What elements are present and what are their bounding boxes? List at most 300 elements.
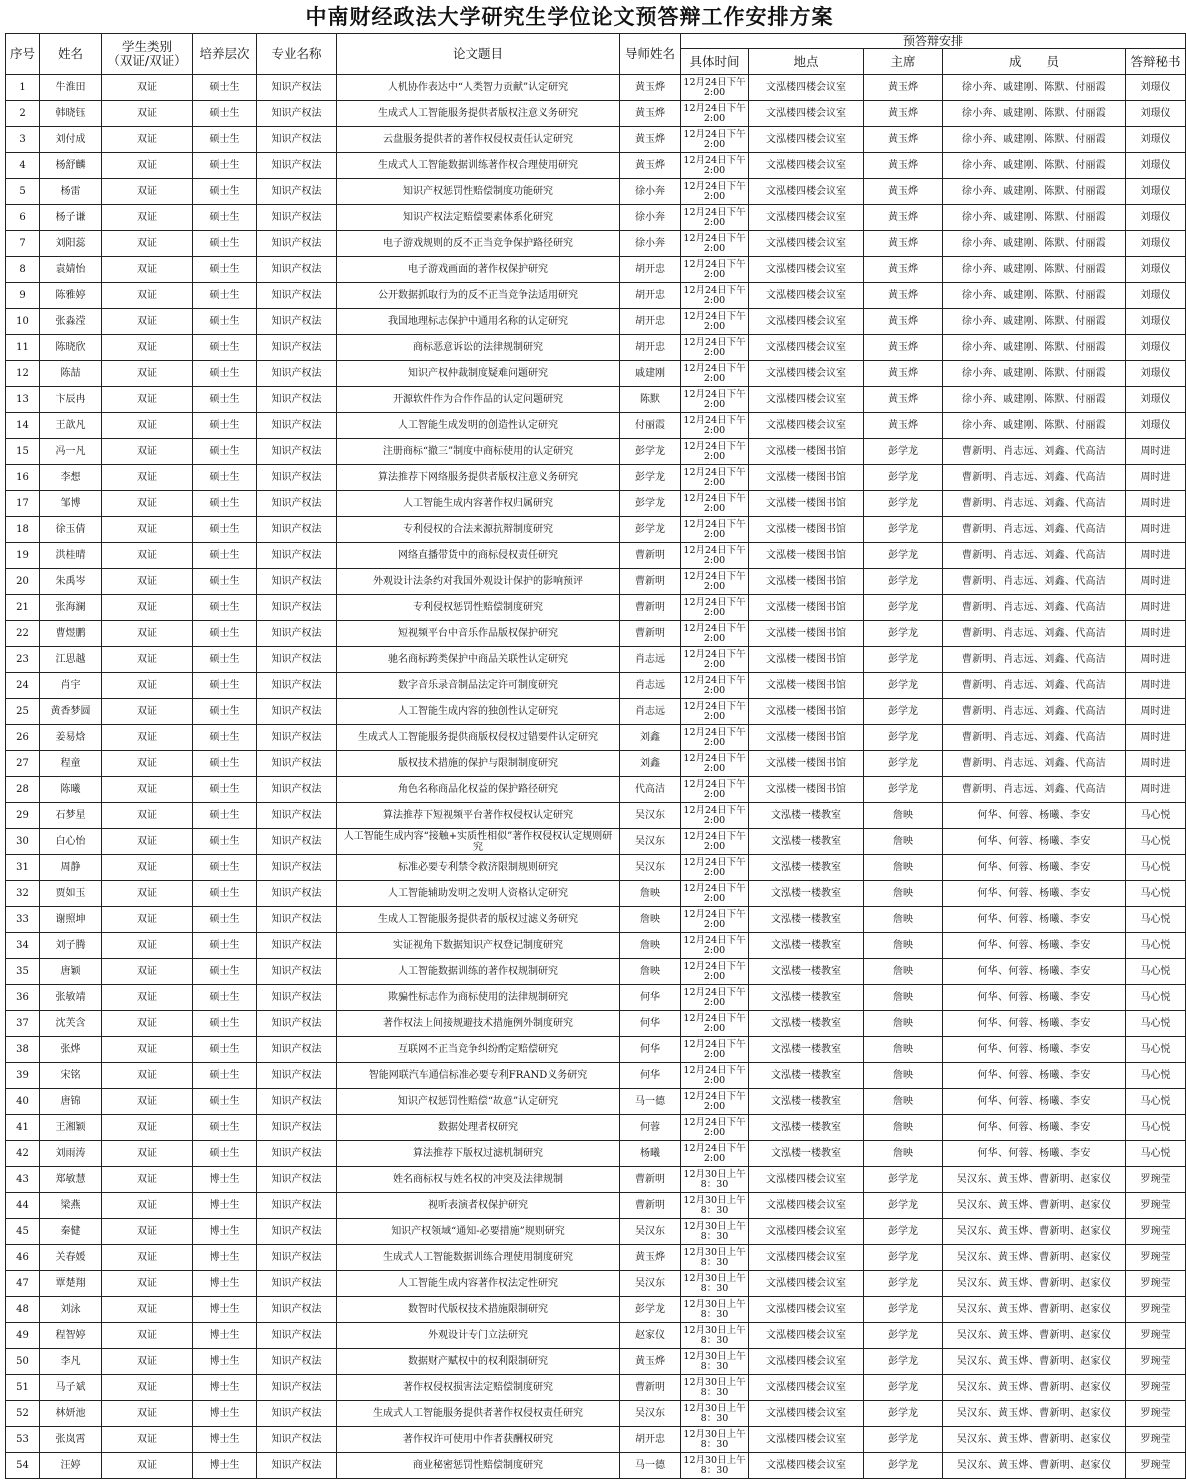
table-row xyxy=(6,1427,1186,1453)
place-cell: 文泓楼四楼会议室 xyxy=(749,1193,864,1219)
level-cell: 硕士生 xyxy=(193,881,257,907)
header-secretary: 答辩秘书 xyxy=(1126,49,1186,75)
table-row xyxy=(6,1349,1186,1375)
header-name: 姓名 xyxy=(40,34,102,75)
seq-cell: 51 xyxy=(6,1375,40,1401)
members-cell: 曹新明、肖志远、刘鑫、代高洁 xyxy=(943,595,1126,621)
advisor-cell: 吴汉东 xyxy=(620,829,681,855)
advisor-cell: 刘鑫 xyxy=(620,751,681,777)
time-cell: 12月24日下午 2:00 xyxy=(681,1063,749,1089)
table-row xyxy=(6,569,1186,595)
thesis-cell: 著作权法上间接规避技术措施例外制度研究 xyxy=(337,1011,620,1037)
major-cell: 知识产权法 xyxy=(257,647,337,673)
secretary-cell: 罗琬莹 xyxy=(1126,1375,1186,1401)
thesis-cell: 知识产权法定赔偿要素体系化研究 xyxy=(337,205,620,231)
advisor-cell: 彭学龙 xyxy=(620,465,681,491)
chair-cell: 詹映 xyxy=(864,881,943,907)
secretary-cell: 刘璟仪 xyxy=(1126,75,1186,101)
category-cell: 双证 xyxy=(102,595,193,621)
category-cell: 双证 xyxy=(102,777,193,803)
category-cell: 双证 xyxy=(102,335,193,361)
category-cell: 双证 xyxy=(102,543,193,569)
thesis-cell: 视听表演者权保护研究 xyxy=(337,1193,620,1219)
major-cell: 知识产权法 xyxy=(257,829,337,855)
thesis-cell: 人机协作表达中“人类智力贡献”认定研究 xyxy=(337,75,620,101)
members-cell: 何华、何蓉、杨曦、李安 xyxy=(943,1141,1126,1167)
secretary-cell: 刘璟仪 xyxy=(1126,335,1186,361)
advisor-cell: 何华 xyxy=(620,1037,681,1063)
chair-cell: 黄玉烨 xyxy=(864,283,943,309)
category-cell: 双证 xyxy=(102,439,193,465)
thesis-cell: 人工智能生成发明的创造性认定研究 xyxy=(337,413,620,439)
advisor-cell: 肖志远 xyxy=(620,699,681,725)
members-cell: 曹新明、肖志远、刘鑫、代高洁 xyxy=(943,699,1126,725)
major-cell: 知识产权法 xyxy=(257,543,337,569)
seq-cell: 44 xyxy=(6,1193,40,1219)
name-cell: 张岚霄 xyxy=(40,1427,102,1453)
members-cell: 吴汉东、黄玉烨、曹新明、赵家仪 xyxy=(943,1297,1126,1323)
members-cell: 曹新明、肖志远、刘鑫、代高洁 xyxy=(943,647,1126,673)
category-cell: 双证 xyxy=(102,101,193,127)
name-cell: 张敏靖 xyxy=(40,985,102,1011)
advisor-cell: 曹新明 xyxy=(620,1193,681,1219)
secretary-cell: 马心悦 xyxy=(1126,1063,1186,1089)
secretary-cell: 刘璟仪 xyxy=(1126,153,1186,179)
category-cell: 双证 xyxy=(102,309,193,335)
thesis-cell: 知识产权领域“通知-必要措施”规则研究 xyxy=(337,1219,620,1245)
thesis-cell: 我国地理标志保护中通用名称的认定研究 xyxy=(337,309,620,335)
secretary-cell: 罗琬莹 xyxy=(1126,1193,1186,1219)
table-row xyxy=(6,1037,1186,1063)
seq-cell: 54 xyxy=(6,1453,40,1479)
place-cell: 文泓楼四楼会议室 xyxy=(749,387,864,413)
category-cell: 双证 xyxy=(102,1167,193,1193)
members-cell: 吴汉东、黄玉烨、曹新明、赵家仪 xyxy=(943,1219,1126,1245)
header-members: 成 员 xyxy=(943,49,1126,75)
place-cell: 文泓楼一楼教室 xyxy=(749,1141,864,1167)
level-cell: 硕士生 xyxy=(193,673,257,699)
category-cell: 双证 xyxy=(102,283,193,309)
place-cell: 文泓楼一楼教室 xyxy=(749,1037,864,1063)
thesis-cell: 生成式人工智能数据训练著作权合理使用研究 xyxy=(337,153,620,179)
name-cell: 陈曦 xyxy=(40,777,102,803)
name-cell: 刘付成 xyxy=(40,127,102,153)
members-cell: 何华、何蓉、杨曦、李安 xyxy=(943,1115,1126,1141)
thesis-cell: 标准必要专利禁令救济限制规则研究 xyxy=(337,855,620,881)
place-cell: 文泓楼四楼会议室 xyxy=(749,335,864,361)
members-cell: 徐小奔、戚建刚、陈默、付丽霞 xyxy=(943,205,1126,231)
major-cell: 知识产权法 xyxy=(257,1011,337,1037)
chair-cell: 詹映 xyxy=(864,933,943,959)
seq-cell: 36 xyxy=(6,985,40,1011)
members-cell: 曹新明、肖志远、刘鑫、代高洁 xyxy=(943,621,1126,647)
level-cell: 硕士生 xyxy=(193,907,257,933)
major-cell: 知识产权法 xyxy=(257,1427,337,1453)
table-row xyxy=(6,673,1186,699)
members-cell: 何华、何蓉、杨曦、李安 xyxy=(943,829,1126,855)
thesis-cell: 算法推荐下网络服务提供者版权注意义务研究 xyxy=(337,465,620,491)
seq-cell: 11 xyxy=(6,335,40,361)
seq-cell: 10 xyxy=(6,309,40,335)
seq-cell: 1 xyxy=(6,75,40,101)
advisor-cell: 胡开忠 xyxy=(620,335,681,361)
table-row xyxy=(6,907,1186,933)
advisor-cell: 肖志远 xyxy=(620,673,681,699)
major-cell: 知识产权法 xyxy=(257,1349,337,1375)
major-cell: 知识产权法 xyxy=(257,75,337,101)
name-cell: 徐玉倩 xyxy=(40,517,102,543)
category-cell: 双证 xyxy=(102,699,193,725)
name-cell: 江思越 xyxy=(40,647,102,673)
place-cell: 文泓楼四楼会议室 xyxy=(749,257,864,283)
secretary-cell: 周时进 xyxy=(1126,465,1186,491)
major-cell: 知识产权法 xyxy=(257,1089,337,1115)
place-cell: 文泓楼一楼教室 xyxy=(749,803,864,829)
seq-cell: 28 xyxy=(6,777,40,803)
secretary-cell: 周时进 xyxy=(1126,491,1186,517)
time-cell: 12月24日下午 2:00 xyxy=(681,283,749,309)
members-cell: 吴汉东、黄玉烨、曹新明、赵家仪 xyxy=(943,1271,1126,1297)
header-seq: 序号 xyxy=(6,34,40,75)
major-cell: 知识产权法 xyxy=(257,621,337,647)
secretary-cell: 周时进 xyxy=(1126,777,1186,803)
time-cell: 12月30日上午 8：30 xyxy=(681,1219,749,1245)
table-row xyxy=(6,309,1186,335)
table-row xyxy=(6,1297,1186,1323)
table-row xyxy=(6,959,1186,985)
name-cell: 宋铭 xyxy=(40,1063,102,1089)
level-cell: 博士生 xyxy=(193,1167,257,1193)
time-cell: 12月24日下午 2:00 xyxy=(681,803,749,829)
level-cell: 博士生 xyxy=(193,1427,257,1453)
place-cell: 文泓楼四楼会议室 xyxy=(749,127,864,153)
time-cell: 12月24日下午 2:00 xyxy=(681,179,749,205)
secretary-cell: 罗琬莹 xyxy=(1126,1219,1186,1245)
name-cell: 关春媛 xyxy=(40,1245,102,1271)
table-body xyxy=(6,75,1186,1479)
level-cell: 硕士生 xyxy=(193,465,257,491)
members-cell: 曹新明、肖志远、刘鑫、代高洁 xyxy=(943,543,1126,569)
time-cell: 12月24日下午 2:00 xyxy=(681,309,749,335)
category-cell: 双证 xyxy=(102,569,193,595)
advisor-cell: 何华 xyxy=(620,1011,681,1037)
thesis-cell: 版权技术措施的保护与限制制度研究 xyxy=(337,751,620,777)
thesis-cell: 电子游戏画面的著作权保护研究 xyxy=(337,257,620,283)
members-cell: 吴汉东、黄玉烨、曹新明、赵家仪 xyxy=(943,1349,1126,1375)
advisor-cell: 胡开忠 xyxy=(620,257,681,283)
level-cell: 硕士生 xyxy=(193,933,257,959)
seq-cell: 19 xyxy=(6,543,40,569)
level-cell: 硕士生 xyxy=(193,855,257,881)
place-cell: 文泓楼一楼教室 xyxy=(749,1063,864,1089)
secretary-cell: 周时进 xyxy=(1126,517,1186,543)
members-cell: 曹新明、肖志远、刘鑫、代高洁 xyxy=(943,465,1126,491)
level-cell: 博士生 xyxy=(193,1297,257,1323)
table-row xyxy=(6,751,1186,777)
seq-cell: 33 xyxy=(6,907,40,933)
time-cell: 12月24日下午 2:00 xyxy=(681,647,749,673)
table-row xyxy=(6,491,1186,517)
secretary-cell: 罗琬莹 xyxy=(1126,1427,1186,1453)
members-cell: 徐小奔、戚建刚、陈默、付丽霞 xyxy=(943,127,1126,153)
time-cell: 12月30日上午 8：30 xyxy=(681,1349,749,1375)
time-cell: 12月24日下午 2:00 xyxy=(681,387,749,413)
seq-cell: 24 xyxy=(6,673,40,699)
level-cell: 硕士生 xyxy=(193,517,257,543)
thesis-cell: 人工智能生成内容著作权法定性研究 xyxy=(337,1271,620,1297)
place-cell: 文泓楼一楼图书馆 xyxy=(749,595,864,621)
seq-cell: 37 xyxy=(6,1011,40,1037)
members-cell: 何华、何蓉、杨曦、李安 xyxy=(943,985,1126,1011)
major-cell: 知识产权法 xyxy=(257,387,337,413)
thesis-cell: 人工智能生成内容的独创性认定研究 xyxy=(337,699,620,725)
seq-cell: 9 xyxy=(6,283,40,309)
name-cell: 曹煜鹏 xyxy=(40,621,102,647)
chair-cell: 彭学龙 xyxy=(864,543,943,569)
place-cell: 文泓楼四楼会议室 xyxy=(749,1219,864,1245)
secretary-cell: 罗琬莹 xyxy=(1126,1167,1186,1193)
place-cell: 文泓楼四楼会议室 xyxy=(749,1323,864,1349)
secretary-cell: 马心悦 xyxy=(1126,855,1186,881)
header-major: 专业名称 xyxy=(257,34,337,75)
seq-cell: 23 xyxy=(6,647,40,673)
category-cell: 双证 xyxy=(102,205,193,231)
chair-cell: 彭学龙 xyxy=(864,1349,943,1375)
members-cell: 徐小奔、戚建刚、陈默、付丽霞 xyxy=(943,75,1126,101)
members-cell: 徐小奔、戚建刚、陈默、付丽霞 xyxy=(943,153,1126,179)
time-cell: 12月24日下午 2:00 xyxy=(681,231,749,257)
members-cell: 徐小奔、戚建刚、陈默、付丽霞 xyxy=(943,335,1126,361)
place-cell: 文泓楼一楼图书馆 xyxy=(749,465,864,491)
table-row xyxy=(6,543,1186,569)
thesis-cell: 数据财产赋权中的权利限制研究 xyxy=(337,1349,620,1375)
chair-cell: 黄玉烨 xyxy=(864,361,943,387)
name-cell: 张淼滢 xyxy=(40,309,102,335)
thesis-cell: 知识产权惩罚性赔偿“故意”认定研究 xyxy=(337,1089,620,1115)
major-cell: 知识产权法 xyxy=(257,153,337,179)
seq-cell: 5 xyxy=(6,179,40,205)
chair-cell: 黄玉烨 xyxy=(864,413,943,439)
major-cell: 知识产权法 xyxy=(257,881,337,907)
chair-cell: 黄玉烨 xyxy=(864,335,943,361)
category-cell: 双证 xyxy=(102,1453,193,1479)
time-cell: 12月30日上午 8：30 xyxy=(681,1453,749,1479)
time-cell: 12月24日下午 2:00 xyxy=(681,569,749,595)
thesis-cell: 知识产权惩罚性赔偿制度功能研究 xyxy=(337,179,620,205)
seq-cell: 39 xyxy=(6,1063,40,1089)
time-cell: 12月24日下午 2:00 xyxy=(681,959,749,985)
header-place: 地点 xyxy=(749,49,864,75)
secretary-cell: 马心悦 xyxy=(1126,1141,1186,1167)
place-cell: 文泓楼四楼会议室 xyxy=(749,283,864,309)
time-cell: 12月24日下午 2:00 xyxy=(681,465,749,491)
major-cell: 知识产权法 xyxy=(257,907,337,933)
time-cell: 12月30日上午 8：30 xyxy=(681,1323,749,1349)
time-cell: 12月30日上午 8：30 xyxy=(681,1167,749,1193)
category-cell: 双证 xyxy=(102,959,193,985)
advisor-cell: 徐小奔 xyxy=(620,231,681,257)
secretary-cell: 马心悦 xyxy=(1126,829,1186,855)
time-cell: 12月24日下午 2:00 xyxy=(681,881,749,907)
major-cell: 知识产权法 xyxy=(257,1401,337,1427)
place-cell: 文泓楼四楼会议室 xyxy=(749,1245,864,1271)
table-row xyxy=(6,413,1186,439)
thesis-cell: 实证视角下数据知识产权登记制度研究 xyxy=(337,933,620,959)
place-cell: 文泓楼四楼会议室 xyxy=(749,205,864,231)
advisor-cell: 詹映 xyxy=(620,907,681,933)
table-row xyxy=(6,1453,1186,1479)
major-cell: 知识产权法 xyxy=(257,777,337,803)
time-cell: 12月30日上午 8：30 xyxy=(681,1401,749,1427)
major-cell: 知识产权法 xyxy=(257,725,337,751)
advisor-cell: 胡开忠 xyxy=(620,309,681,335)
thesis-cell: 生成式人工智能服务提供者版权注意义务研究 xyxy=(337,101,620,127)
table-row xyxy=(6,283,1186,309)
major-cell: 知识产权法 xyxy=(257,1193,337,1219)
name-cell: 刘阳蕊 xyxy=(40,231,102,257)
advisor-cell: 徐小奔 xyxy=(620,205,681,231)
level-cell: 硕士生 xyxy=(193,387,257,413)
advisor-cell: 黄玉烨 xyxy=(620,75,681,101)
chair-cell: 彭学龙 xyxy=(864,1427,943,1453)
major-cell: 知识产权法 xyxy=(257,517,337,543)
table-row xyxy=(6,231,1186,257)
category-cell: 双证 xyxy=(102,517,193,543)
thesis-cell: 云盘服务提供者的著作权侵权责任认定研究 xyxy=(337,127,620,153)
major-cell: 知识产权法 xyxy=(257,439,337,465)
chair-cell: 彭学龙 xyxy=(864,777,943,803)
seq-cell: 27 xyxy=(6,751,40,777)
seq-cell: 22 xyxy=(6,621,40,647)
level-cell: 硕士生 xyxy=(193,725,257,751)
advisor-cell: 赵家仪 xyxy=(620,1323,681,1349)
level-cell: 硕士生 xyxy=(193,491,257,517)
time-cell: 12月24日下午 2:00 xyxy=(681,699,749,725)
category-cell: 双证 xyxy=(102,1219,193,1245)
table-row xyxy=(6,517,1186,543)
chair-cell: 詹映 xyxy=(864,1141,943,1167)
name-cell: 刘雨涛 xyxy=(40,1141,102,1167)
secretary-cell: 刘璟仪 xyxy=(1126,101,1186,127)
major-cell: 知识产权法 xyxy=(257,699,337,725)
place-cell: 文泓楼四楼会议室 xyxy=(749,179,864,205)
time-cell: 12月24日下午 2:00 xyxy=(681,985,749,1011)
level-cell: 硕士生 xyxy=(193,777,257,803)
category-cell: 双证 xyxy=(102,985,193,1011)
name-cell: 贾如玉 xyxy=(40,881,102,907)
secretary-cell: 马心悦 xyxy=(1126,1037,1186,1063)
advisor-cell: 胡开忠 xyxy=(620,1427,681,1453)
secretary-cell: 刘璟仪 xyxy=(1126,257,1186,283)
thesis-cell: 专利侵权惩罚性赔偿制度研究 xyxy=(337,595,620,621)
major-cell: 知识产权法 xyxy=(257,855,337,881)
place-cell: 文泓楼一楼教室 xyxy=(749,907,864,933)
level-cell: 硕士生 xyxy=(193,569,257,595)
category-cell: 双证 xyxy=(102,647,193,673)
secretary-cell: 罗琬莹 xyxy=(1126,1401,1186,1427)
place-cell: 文泓楼一楼教室 xyxy=(749,1011,864,1037)
secretary-cell: 马心悦 xyxy=(1126,1089,1186,1115)
category-cell: 双证 xyxy=(102,803,193,829)
table-row xyxy=(6,361,1186,387)
level-cell: 硕士生 xyxy=(193,959,257,985)
table-row xyxy=(6,1141,1186,1167)
seq-cell: 41 xyxy=(6,1115,40,1141)
level-cell: 博士生 xyxy=(193,1271,257,1297)
place-cell: 文泓楼四楼会议室 xyxy=(749,231,864,257)
table-row xyxy=(6,985,1186,1011)
chair-cell: 詹映 xyxy=(864,829,943,855)
advisor-cell: 马一德 xyxy=(620,1453,681,1479)
place-cell: 文泓楼四楼会议室 xyxy=(749,101,864,127)
name-cell: 马子斌 xyxy=(40,1375,102,1401)
table-row xyxy=(6,1375,1186,1401)
advisor-cell: 彭学龙 xyxy=(620,439,681,465)
category-cell: 双证 xyxy=(102,491,193,517)
place-cell: 文泓楼四楼会议室 xyxy=(749,1375,864,1401)
thesis-cell: 短视频平台中音乐作品版权保护研究 xyxy=(337,621,620,647)
members-cell: 徐小奔、戚建刚、陈默、付丽霞 xyxy=(943,231,1126,257)
table-row xyxy=(6,1167,1186,1193)
table-row xyxy=(6,1245,1186,1271)
time-cell: 12月24日下午 2:00 xyxy=(681,855,749,881)
secretary-cell: 马心悦 xyxy=(1126,933,1186,959)
name-cell: 秦健 xyxy=(40,1219,102,1245)
time-cell: 12月24日下午 2:00 xyxy=(681,751,749,777)
thesis-cell: 算法推荐下短视频平台著作权侵权认定研究 xyxy=(337,803,620,829)
thesis-cell: 生成人工智能服务提供者的版权过滤义务研究 xyxy=(337,907,620,933)
chair-cell: 黄玉烨 xyxy=(864,101,943,127)
major-cell: 知识产权法 xyxy=(257,1245,337,1271)
category-cell: 双证 xyxy=(102,127,193,153)
name-cell: 刘子腾 xyxy=(40,933,102,959)
seq-cell: 30 xyxy=(6,829,40,855)
level-cell: 博士生 xyxy=(193,1401,257,1427)
place-cell: 文泓楼一楼图书馆 xyxy=(749,439,864,465)
place-cell: 文泓楼一楼教室 xyxy=(749,855,864,881)
advisor-cell: 何蓉 xyxy=(620,1115,681,1141)
major-cell: 知识产权法 xyxy=(257,179,337,205)
chair-cell: 詹映 xyxy=(864,1089,943,1115)
category-cell: 双证 xyxy=(102,1193,193,1219)
secretary-cell: 马心悦 xyxy=(1126,1115,1186,1141)
name-cell: 刘泳 xyxy=(40,1297,102,1323)
major-cell: 知识产权法 xyxy=(257,1115,337,1141)
time-cell: 12月24日下午 2:00 xyxy=(681,257,749,283)
members-cell: 徐小奔、戚建刚、陈默、付丽霞 xyxy=(943,361,1126,387)
chair-cell: 彭学龙 xyxy=(864,595,943,621)
place-cell: 文泓楼四楼会议室 xyxy=(749,1271,864,1297)
thesis-cell: 生成式人工智能服务提供商版权侵权过错要件认定研究 xyxy=(337,725,620,751)
name-cell: 杨舒麟 xyxy=(40,153,102,179)
seq-cell: 21 xyxy=(6,595,40,621)
place-cell: 文泓楼四楼会议室 xyxy=(749,1167,864,1193)
chair-cell: 詹映 xyxy=(864,1011,943,1037)
advisor-cell: 吴汉东 xyxy=(620,803,681,829)
advisor-cell: 黄玉烨 xyxy=(620,1349,681,1375)
seq-cell: 14 xyxy=(6,413,40,439)
category-cell: 双证 xyxy=(102,1401,193,1427)
name-cell: 梁燕 xyxy=(40,1193,102,1219)
chair-cell: 彭学龙 xyxy=(864,1219,943,1245)
category-cell: 双证 xyxy=(102,673,193,699)
category-cell: 双证 xyxy=(102,1115,193,1141)
members-cell: 何华、何蓉、杨曦、李安 xyxy=(943,1089,1126,1115)
seq-cell: 4 xyxy=(6,153,40,179)
advisor-cell: 何华 xyxy=(620,985,681,1011)
members-cell: 徐小奔、戚建刚、陈默、付丽霞 xyxy=(943,257,1126,283)
chair-cell: 詹映 xyxy=(864,803,943,829)
